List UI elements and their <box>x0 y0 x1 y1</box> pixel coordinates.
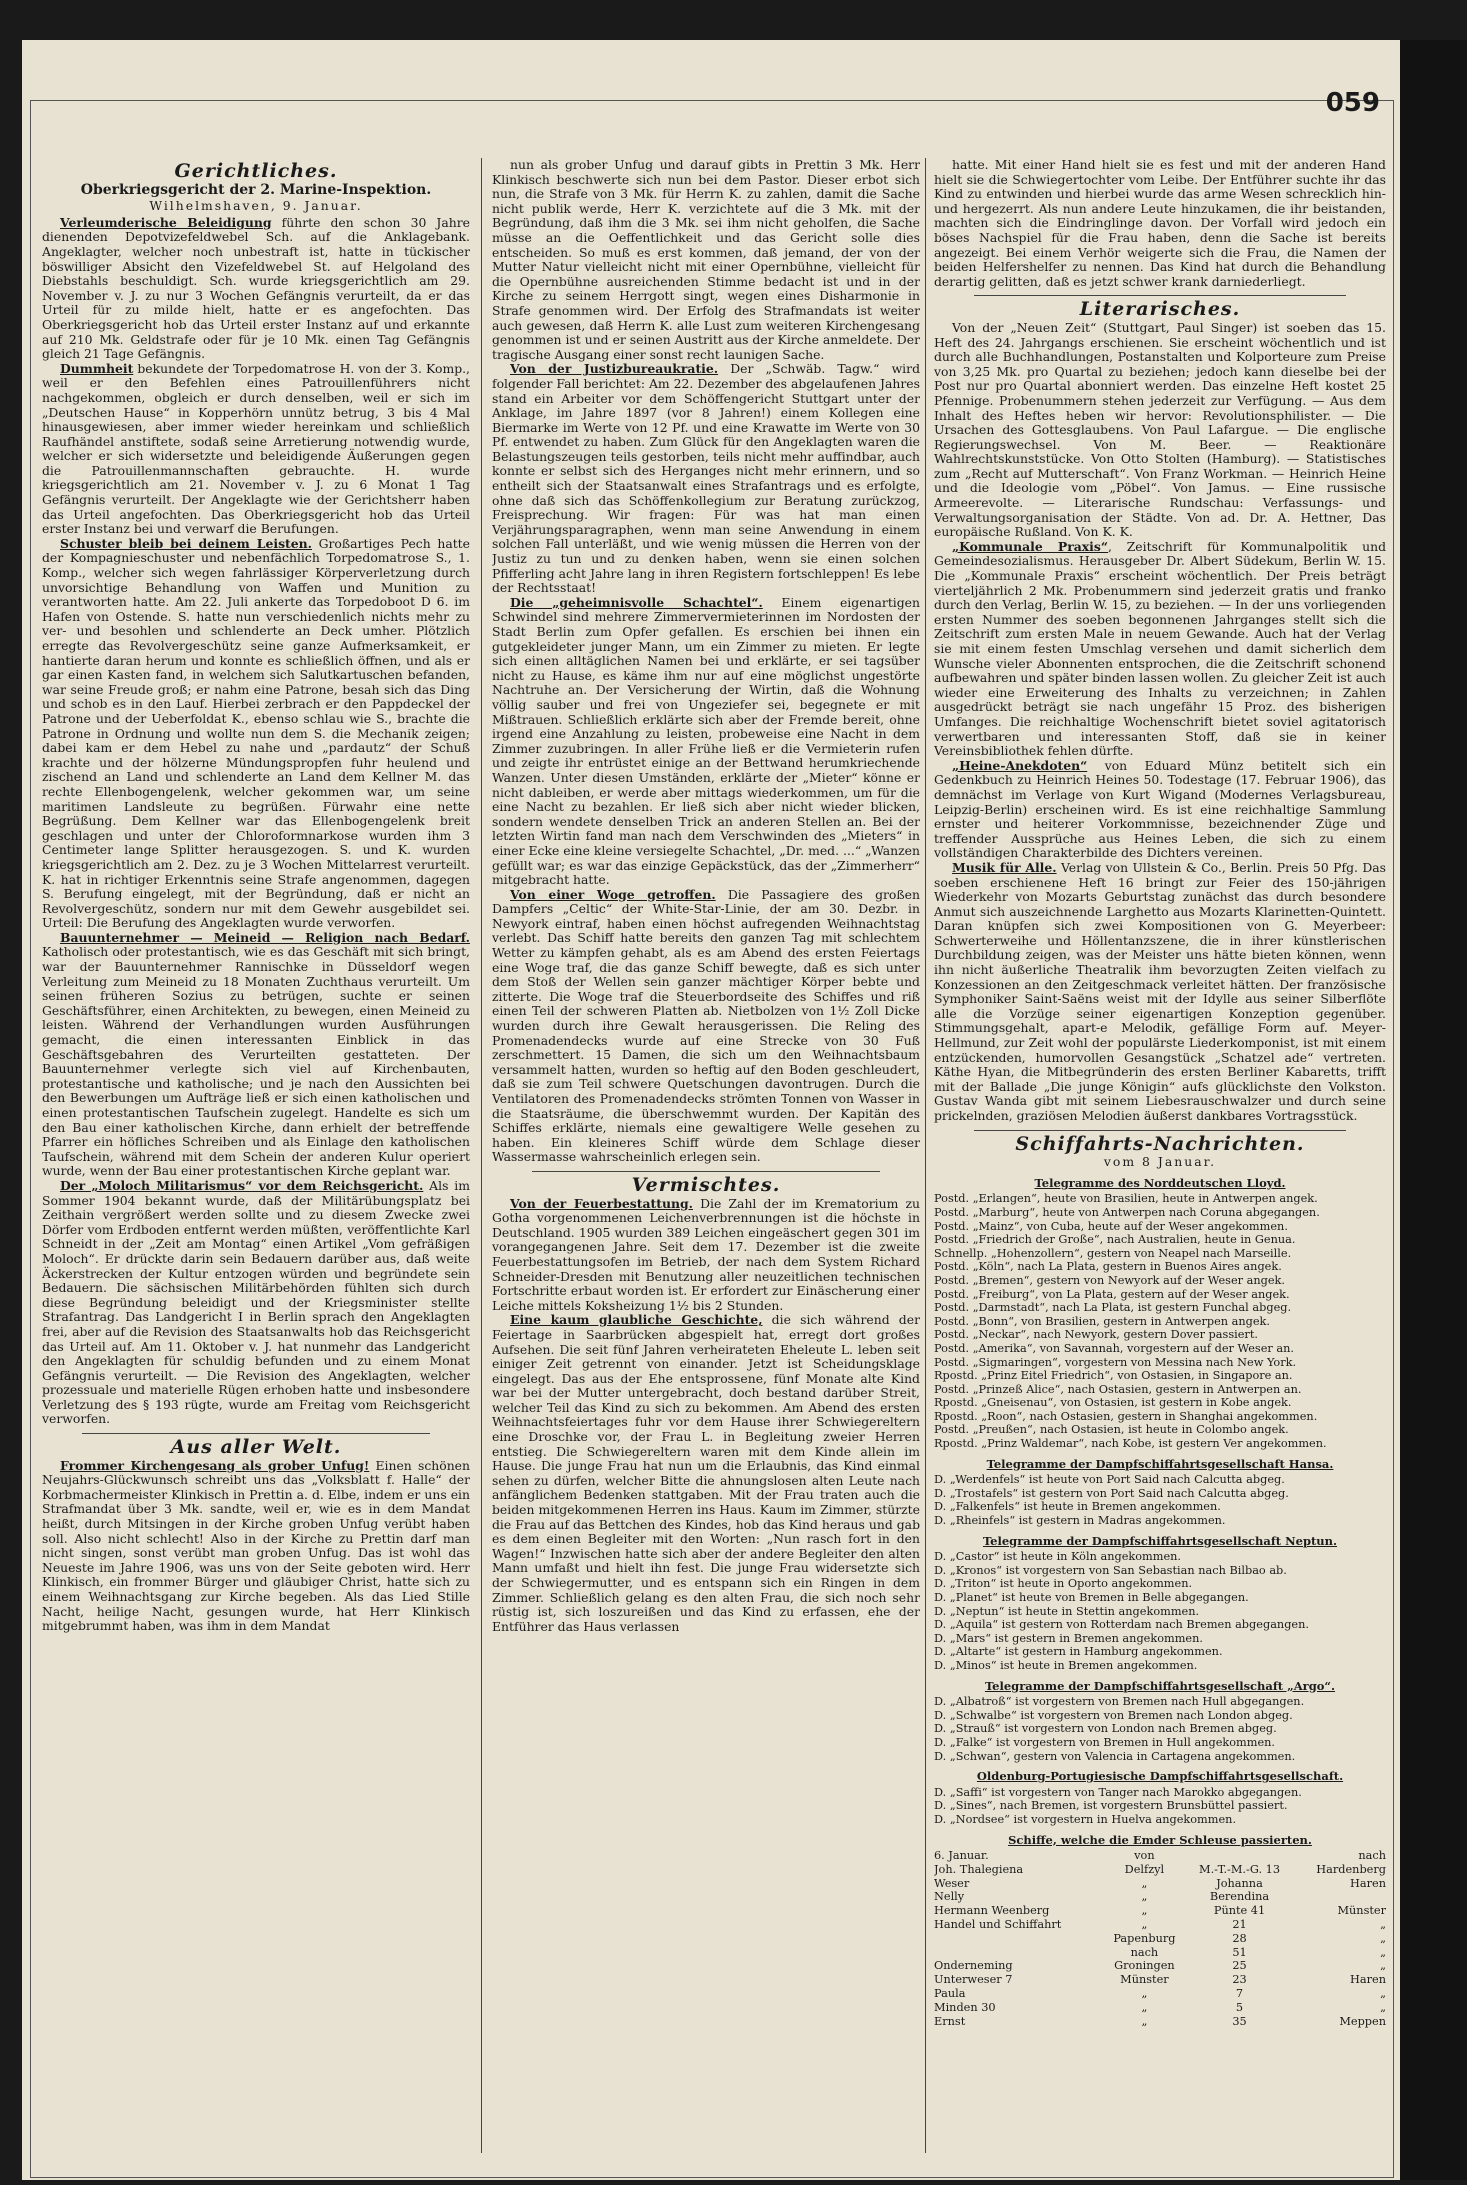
article-text: nun als grober Unfug und darauf gibts in Prettin 3 Mk. Herr Klinkisch beschwerte sich nun bei dem Pastor. Dieser erbot sich nun, die Strafe von 3 Mk. für Herrn K. zu zahlen, damit die Sache nicht publik werde, Herr K. verzichtete auf die 3 Mk. mit der Begründung, daß ihm die 3 Mk. sei ihm nicht geholfen, die Sache müsse an die Oeffentlichkeit und das Gericht solle dies entscheiden. So muß es erst kommen, daß jemand, der von der Mutter Natur vielleicht nicht mit einer Opernbühne, vielleicht für die Opernbühne ausreichenden Stimme bedacht ist und in der Kirche zu seinem Herrgott singt, wegen eines Disharmonie in Strafe genommen wird. Der Erfolg des Strafmandats ist weiter auch gewesen, daß Herrn K. alle Lust zum weiteren Kirchengesang genommen ist und er seinen Austritt aus der Kirche anmeldete. Der tragische Ausgang einer sonst recht launigen Sache. <box>492 158 920 362</box>
article-lead: Der „Moloch Militarismus“ vor dem Reichsgericht. <box>60 1177 424 1193</box>
ship-entry: D. „Mars“ ist gestern in Bremen angekommen. <box>934 1631 1203 1645</box>
ship-entry: Postd. „Erlangen“, heute von Brasilien, heute in Antwerpen angek. <box>934 1192 1318 1206</box>
ship-list <box>934 1192 1386 1450</box>
table-cell: nach <box>1130 1945 1159 1959</box>
divider <box>974 1130 1346 1131</box>
table-header-row <box>934 1849 1386 1863</box>
article-paragraph <box>934 321 1386 540</box>
article-text: hatte. Mit einer Hand hielt sie es fest und mit der anderen Hand hielt sie die Schwiegertochter vom Leibe. Der Entführer suchte ihr das Kind zu entwinden und hierbei wurde das arme Wesen schrecklich hin- und hergezerrt. Als nun andere Leute hinzukamen, die ihr beistanden, machten sich die Eindringlinge davon. Der Vorfall wird jedoch ein böses Nachspiel für die Frau haben, denn die Sache ist bereits angezeigt. Bei einem Verhör weigerte sich die Frau, die Namen der beiden Helfershelfer zu nennen. Das Kind hat durch die Behandlung derartig gelitten, daß es jetzt schwer krank darniederliegt. <box>934 158 1386 289</box>
article-lead: Dummheit <box>60 360 134 376</box>
table-cell: Onderneming <box>934 1959 1013 1973</box>
table-cell: „ <box>1141 1987 1148 2001</box>
table-cell: „ <box>1380 1931 1386 1945</box>
ship-entry: Rpostd. „Prinz Eitel Friedrich“, von Ostasien, in Singapore an. <box>934 1369 1293 1383</box>
table-row <box>934 1987 1386 2001</box>
table-header-cell: nach <box>1358 1849 1386 1863</box>
table-cell: Meppen <box>1339 2014 1386 2028</box>
ship-entry: D. „Rheinfels“ ist gestern in Madras angekommen. <box>934 1514 1226 1528</box>
ship-entry: Postd. „Marburg“, heute von Antwerpen nach Coruna abgegangen. <box>934 1205 1320 1219</box>
ship-entry: Postd. „Mainz“, von Cuba, heute auf der Weser angekommen. <box>934 1219 1288 1233</box>
table-cell <box>934 1932 1103 1946</box>
table-row <box>934 1973 1386 1987</box>
table-cell: Joh. Thalegiena <box>934 1862 1024 1876</box>
table-row <box>934 1946 1386 1960</box>
ship-entry: Postd. „Prinzeß Alice“, nach Ostasien, gestern in Antwerpen an. <box>934 1382 1302 1396</box>
ship-entry: D. „Saffi“ ist vorgestern von Tanger nach Marokko abgegangen. <box>934 1785 1302 1799</box>
article-text: Großartiges Pech hatte der Kompagnieschuster und nebenfächlich Torpedomatrose S., 1. Komp., welcher sich wegen fahrlässiger Körperverletzung durch unvorsichtige Behandlung von Waffen und Munition zu verantworten hatte. Am 22. Juli ankerte das Torpedoboot D 6. im Hafen von Ostende. S. hatte nun verschiedenlich nichts mehr zu ver- und besohlen und schlenderte an Deck umher. Plötzlich erregte das Revolvergeschütz seine ganze Aufmerksamkeit, er hantierte daran herum und konnte es schließlich öffnen, und als er gar einen Kasten fand, in welchem sich Salutkartuschen befanden, war seine Freude groß; er nahm eine Patrone, besah sich das Ding und schob es in den Lauf. Hierbei zerbrach er den Pappdeckel der Patrone und der Ueberfoldat K., ebenso schlau wie S., brachte die Patrone in Ordnung und wollte nun dem S. die Mechanik zeigen; dabei kam er dem Hebel zu nahe und „pardautz“ der Schuß krachte und der hölzerne Mündungspropfen fuhr heulend und zischend an Land und schlenderte an Land dem Kellner M. das rechte Ellenbogengelenk, welcher gekommen war, um seine maritimen Landsleute zu begrüßen. Fürwahr eine nette Begrüßung. Dem Kellner war das Ellenbogengelenk breit geschlagen und unter der Chloroformnarkose wurden ihm 3 Centimeter lange Splitter herausgezogen. S. und K. wurden kriegsgerichtlich am 2. Dez. zu je 3 Wochen Mittelarrest verurteilt. K. hat in richtiger Erkenntnis seine Strafe angenommen, dagegen S. Berufung eingelegt, mit der Begründung, daß er nicht an Revolvergeschütz, sondern nur mit dem Gewehr ausgebildet sei. Urteil: Die Berufung des Angeklagten wurde verworfen. <box>42 535 470 931</box>
table-row <box>934 1890 1386 1904</box>
section-heading-schiffahrt: Schiffahrts-Nachrichten. <box>1015 1132 1305 1155</box>
divider <box>532 1171 880 1172</box>
ship-entry: D. „Triton“ ist heute in Oporto angekommen. <box>934 1577 1193 1591</box>
article-text: Verlag von Ullstein & Co., Berlin. Preis 50 Pfg. Das soeben erschienene Heft 16 bringt zur Feier des 150-jährigen Wiederkehr von Mozarts Geburtstag zunächst das durch besondere Anmut sich auszeichnende Larghetto aus Mozarts Klarinetten-Quintett. Daran knüpfen sich zwei Kompositionen von G. Meyerbeer: Schwerterweihe und Höllentanzszene, die in ihrer künstlerischen Durchbildung zeigen, was der Meister uns hätte bieten können, wenn ihn nicht äußerliche Theatralik ihm bevorzugten Zeiten vielfach zu Konzessionen an den Zeitgeschmack verleitet hätten. Der französische Symphoniker Saint-Saëns weist mit der Idylle aus seiner Silberflöte alle die Vorzüge seiner eigenartigen Konzeption gegenüber. Stimmungsgehalt, apart-e Melodik, gefällige Form auf. Meyer-Hellmund, zur Zeit wohl der populärste Liederkomponist, ist mit einem entzückenden, humorvollen Gesangstück „Schatzel ade“ vertreten. Käthe Hyan, die Mitbegründerin des ersten Berliner Kabaretts, trifft mit der Ballade „Die junge Königin“ aufs glücklichste den Volkston. Gustav Wanda gibt mit seinem Liebesrauschwalzer und durch seine prickelnden, graziösen Melodien äußerst dankbares Vortragsstück. <box>934 859 1386 1123</box>
shipping-date: vom 8 Januar. <box>1103 1154 1217 1170</box>
table-cell: Berendina <box>1209 1890 1270 1904</box>
ship-list <box>934 1695 1386 1763</box>
ship-list <box>934 1786 1386 1827</box>
table-cell: M.-T.-M.-G. 13 <box>1199 1862 1281 1876</box>
scan-edge <box>1400 40 1467 2180</box>
article-paragraph <box>934 861 1386 1124</box>
article-text: Die Passagiere des großen Dampfers „Celtic“ der White-Star-Linie, der am 30. Dezbr. in Newyork eintraf, haben einen höchst aufregenden Weihnachtstag verlebt. Das Schiff hatte bereits den ganzen Tag mit schlechtem Wetter zu kämpfen gehabt, als es am Abend des ersten Feiertags eine Woge traf, die das ganze Schiff bewegte, daß es sich unter dem Stoß der Wellen sein ganzer mächtiger Körper bebte und zitterte. Die Woge traf die Steuerbordseite des Schiffes und riß einen Teil der schweren Platten ab. Nietbolzen von 1½ Zoll Dicke wurden durch ihre Gewalt herausgerissen. Die Reling des Promenadendecks wurde auf eine Strecke von 30 Fuß zerschmettert. 15 Damen, die sich um den Weihnachtsbaum versammelt hatten, wurden so heftig auf den Boden geschleudert, daß sie zum Teil schwere Quetschungen davontrugen. Durch die Ventilatoren des Promenadendecks strömten Tonnen von Wasser in die Staatsräume, die überschwemmt wurden. Der Kapitän des Schiffes erklärte, niemals eine gewaltigere Welle gesehen zu haben. Ein kleineres Schiff würde dem Schlage dieser Wassermasse wahrscheinlich erlegen sein. <box>492 886 920 1165</box>
ship-list <box>934 1473 1386 1527</box>
article-paragraph <box>42 537 470 931</box>
table-cell: Groningen <box>1114 1959 1175 1973</box>
table-cell: „ <box>1141 1904 1148 1918</box>
article-lead: Frommer Kirchengesang als grober Unfug! <box>60 1457 370 1473</box>
ship-entry: Schnellp. „Hohenzollern“, gestern von Neapel nach Marseille. <box>934 1246 1292 1260</box>
ship-entry: Rpostd. „Gneisenau“, von Ostasien, ist gestern in Kobe angek. <box>934 1396 1292 1410</box>
table-cell: 21 <box>1232 1918 1247 1932</box>
table-cell: Minden 30 <box>934 2000 996 2014</box>
telegram-heading: Telegramme der Dampfschiffahrtsgesellschaft Hansa. <box>986 1456 1334 1471</box>
table-cell: Hardenberg <box>1316 1862 1386 1876</box>
divider <box>82 1433 430 1434</box>
ship-entry: D. „Castor“ ist heute in Köln angekommen. <box>934 1550 1182 1564</box>
table-cell: Handel und Schiffahrt <box>934 1918 1062 1932</box>
table-cell: 51 <box>1232 1945 1247 1959</box>
section-heading-literarisches: Literarisches. <box>1079 298 1241 321</box>
section-heading-vermischtes: Vermischtes. <box>631 1173 781 1196</box>
article-lead: Schuster bleib bei deinem Leisten. <box>60 535 312 551</box>
article-paragraph <box>42 931 470 1179</box>
table-cell: „ <box>1141 1876 1148 1890</box>
article-paragraph <box>934 759 1386 861</box>
ship-entry: Postd. „Friedrich der Große“, nach Australien, heute in Genua. <box>934 1233 1296 1247</box>
article-text: führte den schon 30 Jahre dienenden Depotvizefeldwebel Sch. auf die Anklagebank. Angeklagter, welcher noch unbestraft ist, hatte in tückischer böswilliger Absicht den Vizefeldwebel St. auf Helgoland des Diebstahls beschuldigt. Sch. wurde kriegsgerichtlich am 29. November v. J. zu nur 3 Wochen Gefängnis verurteilt, da er das Urteil für zu milde hielt, hatte er es angefochten. Das Oberkriegsgericht hob das Urteil erster Instanz auf und erkannte auf 210 Mk. Geldstrafe oder für je 10 Mk. einen Tag Gefängnis gleich 21 Tage Gefängnis. <box>42 214 470 362</box>
table-header-cell: 6. Januar. <box>934 1849 989 1863</box>
subheading-oberkriegsgericht: Oberkriegsgericht der 2. Marine-Inspektion. <box>80 181 432 198</box>
ship-entry: D. „Sines“, nach Bremen, ist vorgestern Brunsbüttel passiert. <box>934 1799 1288 1813</box>
article-text: bekundete der Torpedomatrose H. von der 3. Komp., weil er den Befehlen eines Patrouillenführers nicht nachgekommen, obgleich er durch denselben, weil er sich im „Deutschen Hause“ in Kopperhörn unnütz betrug, 3 bis 4 Mal hinausgewiesen, aber immer wieder hereinkam und schließlich Raufhändel anstiftete, sodaß seine Arretierung notwendig wurde, welcher er sich widersetzte und beleidigende Äußerungen gegen die Patrouillenmannschaften gebrauchte. H. wurde kriegsgerichtlich am 21. November v. J. zu 6 Monat 1 Tag Gefängnis verurteilt. Der Angeklagte wie der Gerichtsherr haben das Urteil angefochten. Das Oberkriegsgericht hob das Urteil erster Instanz bei und verwarf die Berufungen. <box>42 360 470 537</box>
ship-entry: D. „Werdenfels“ ist heute von Port Said nach Calcutta abgeg. <box>934 1473 1285 1487</box>
ship-entry: D. „Schwalbe“ ist vorgestern von Bremen nach London abgeg. <box>934 1708 1293 1722</box>
article-paragraph <box>42 362 470 537</box>
ship-entry: Postd. „Amerika“, von Savannah, vorgestern auf der Weser an. <box>934 1341 1294 1355</box>
table-cell <box>1293 1890 1386 1904</box>
telegram-heading: Telegramme der Dampfschiffahrtsgesellschaft Neptun. <box>982 1533 1338 1548</box>
table-cell: Paula <box>934 1987 966 2001</box>
page-number: 059 <box>1325 88 1380 118</box>
article-text: die sich während der Feiertage in Saarbrücken abgespielt hat, erregt dort großes Aufsehen. Die seit fünf Jahren verheirateten Eheleute L. leben seit einiger Zeit getrennt von einander. Jetzt ist Scheidungsklage eingelegt. Das aus der Ehe entsprossene, fünf Monate alte Kind war bei der Mutter untergebracht, doch bestand darüber Streit, welcher Teil das Kind zu sich zu bekommen. Am Abend des ersten Weihnachtsfeiertages fuhr vor dem Hause ihrer Schwiegereltern eine Droschke vor, der Frau L. in Begleitung zweier Herren entstieg. Die Schwiegereltern waren mit dem Kinde allein im Hause. Die junge Frau hat nun um die Erlaubnis, das Kind einmal sehen zu dürfen, welcher Bitte die ahnungslosen alten Leute nach anfänglichem Bedenken stattgaben. Mit der Frau traten auch die beiden mitgekommenen Herren ins Haus. Kaum im Zimmer, stürzte die Frau auf das Bettchen des Kindes, hob das Kind heraus und gab es dem einen Begleiter mit den Worten: „Nun rasch fort in den Wagen!“ Inzwischen hatte sich aber der andere Begleiter den alten Mann umfaßt und hielt ihn fest. Die junge Frau widersetzte sich der Schwiegermutter, und es entspann sich ein Ringen in dem Zimmer. Schließlich gelang es den alten Frau, die sich noch sehr rüstig ist, sich loszureißen und das Kind zu erfassen, ehe der Entführer das Haus verlassen <box>492 1312 920 1634</box>
telegram-heading: Schiffe, welche die Emder Schleuse passierten. <box>1008 1832 1312 1847</box>
ship-entry: Rpostd. „Roon“, nach Ostasien, gestern in Shanghai angekommen. <box>934 1409 1318 1423</box>
article-list <box>492 158 920 1165</box>
article-text: Als im Sommer 1904 bekannt wurde, daß der Militärübungsplatz bei Zeithain vergrößert werden sollte und zu diesem Zwecke zwei Dörfer vom Erdboden entfernt werden müßten, veröffentlichte Karl Schneidt in der „Zeit am Montag“ einen Artikel „Vom gefräßigen Moloch“. Er drückte darin sein Bedauern darüber aus, daß weite Äckerstrecken der Kultur entzogen würden und begründete sein Bedauern. Die sächsischen Militärbehörden fühlten sich durch diese Begründung beleidigt und der Kriegsminister stellte Strafantrag. Das Landgericht I in Berlin sprach den Angeklagten frei, aber auf die Revision des Staatsanwalts hob das Reichsgericht das Urteil auf. Am 11. Oktober v. J. hat nunmehr das Landgericht den Angeklagten für schuldig befunden und zu einem Monat Gefängnis verurteilt. — Die Revision des Angeklagten, welcher prozessuale und materielle Rügen erhoben hatte und insbesondere Verletzung des § 193 rügte, wurde am Freitag vom Reichsgericht verworfen. <box>42 1177 470 1427</box>
article-lead: Von einer Woge getroffen. <box>510 886 716 902</box>
section-heading-aus-aller-welt: Aus aller Welt. <box>170 1436 342 1459</box>
article-list <box>934 321 1386 1124</box>
telegram-heading: Oldenburg-Portugiesische Dampfschiffahrtsgesellschaft. <box>976 1769 1344 1784</box>
table-cell: Weser <box>934 1876 970 1890</box>
table-cell: „ <box>1141 1918 1148 1932</box>
article-lead: Verleumderische Beleidigung <box>60 214 272 230</box>
telegram-heading: Telegramme der Dampfschiffahrtsgesellschaft „Argo“. <box>984 1678 1336 1693</box>
telegram-heading: Telegramme des Norddeutschen Lloyd. <box>1034 1175 1286 1190</box>
article-text: Einem eigenartigen Schwindel sind mehrere Zimmervermieterinnen im Nordosten der Stadt Berlin zum Opfer gefallen. Es erschien bei ihnen ein gutgekleideter junger Mann, um ein Zimmer zu mieten. Er legte sich einen alltäglichen Namen bei und erklärte, er sei tagsüber nicht zu Hause, es käme ihm nur auf eine möglichst ungestörte Nachtruhe an. Der Versicherung der Wirtin, daß die Wohnung völlig sauber und frei von Ungeziefer sei, begegnete er mit Mißtrauen. Schließlich erklärte sich aber der Fremde bereit, ohne irgend eine Anzahlung zu leisten, probeweise eine Nacht in dem Zimmer zuzubringen. In aller Frühe ließ er die Vermieterin rufen und zeigte ihr entrüstet einige an der Bettwand herumkriechende Wanzen. Unter diesen Umständen, erklärte der „Mieter“ könne er nicht dableiben, er werde aber mittags wiederkommen, um für die eine Nacht zu bezahlen. Er ließ sich aber nicht wieder blicken, sondern wendete denselben Trick an anderen Stellen an. Bei der letzten Wirtin fand man nach dem Verschwinden des „Mieters“ in einer Ecke eine kleine versiegelte Schachtel, „Dr. med. ...“ „Wanzen gefüllt war; es war das einzige Gepäckstück, das der „Zimmerherr“ mitgebracht hatte. <box>492 594 920 888</box>
article-lead: Bauunternehmer — Meineid — Religion nach Bedarf. <box>60 929 470 945</box>
table-cell: Delfzyl <box>1124 1862 1165 1876</box>
column-3 <box>934 158 1386 2153</box>
article-lead: Die „geheimnisvolle Schachtel“. <box>510 594 763 610</box>
article-list <box>42 1459 470 1634</box>
dateline: Wilhelmshaven, 9. Januar. <box>149 198 363 214</box>
table-cell: 7 <box>1235 1987 1244 2001</box>
ship-entry: D. „Schwan“, gestern von Valencia in Cartagena angekommen. <box>934 1749 1296 1763</box>
article-paragraph <box>934 540 1386 759</box>
table-row <box>934 1918 1386 1932</box>
article-text: von Eduard Münz betitelt sich ein Gedenkbuch zu Heinrich Heines 50. Todestage (17. Februar 1906), das demnächst im Verlage von Kurt Wigand (Modernes Verlagsbureau, Leipzig-Berlin) erscheinen wird. Es ist eine reichhaltige Sammlung ernster und heiterer Vorkommnisse, bezeichnender Züge und treffender Aussprüche aus Heines Leben, die sich zu einem vollständigen Charakterbilde des Dichters vereinen. <box>934 757 1386 861</box>
article-text: Katholisch oder protestantisch, wie es das Geschäft mit sich bringt, war der Bauunternehmer Rannischke in Düsseldorf wegen Verleitung zum Meineid zu 18 Monaten Zuchthaus verurteilt. Um seinen früheren Sozius zu betrügen, suchte er seinen Geschäftsführer, einen Architekten, zu bewegen, einen Meineid zu leisten. Während der Verhandlungen wurden Ausführungen gemacht, die einen interessanten Einblick in das Geschäftsgebahren des Verurteilten gestatteten. Der Bauunternehmer verlegte sich viel auf Kirchenbauten, protestantische und katholische; und je nach den Aussichten bei den Bewerbungen um Aufträge ließ er sich einen katholischen und einen protestantischen Taufschein zugelegt. Handelte es sich um den Bau einer katholischen Kirche, dann erhielt der betreffende Pfarrer ein höfliches Schreiben und als Einlage den katholischen Taufschein, während mit dem Schein der anderen Kulur operiert wurde, wenn der Bau einer protestantischen Kirche geplant war. <box>42 944 470 1179</box>
ship-entry: Postd. „Köln“, nach La Plata, gestern in Buenos Aires angek. <box>934 1260 1282 1274</box>
article-lead: Von der Feuerbestattung. <box>510 1195 693 1211</box>
ship-entry: D. „Falke“ ist vorgestern von Bremen in Hull angekommen. <box>934 1735 1276 1749</box>
table-cell: Papenburg <box>1113 1931 1176 1945</box>
article-text: Von der „Neuen Zeit“ (Stuttgart, Paul Singer) ist soeben das 15. Heft des 24. Jahrgangs erschienen. Sie erscheint wöchentlich und ist durch alle Buchhandlungen, Postanstalten und Kolporteure zum Preise von 3,25 Mk. pro Quartal zu beziehen; jedoch kann dieselbe bei der Post nur pro Quartal abonniert werden. Das einzelne Heft kostet 25 Pfennige. Probenummern stehen jederzeit zur Verfügung. — Aus dem Inhalt des Heftes heben wir hervor: Revolutionsphilister. — Die Ursachen des Gottesglaubens. Von Paul Lafargue. — Die englische Regierungswechsel. Von M. Beer. — Reaktionäre Wahlrechtskunststücke. Von Otto Stolten (Hamburg). — Statistisches zum „Recht auf Mutterschaft“. Von Franz Workman. — Heinrich Heine und die Ideologie vom „Pöbel“. Von Jamus. — Eine russische Armeerevolte. — Literarische Rundschau: Verfassungs- und Verwaltungsorganisation der Städte. Von ad. Dr. A. Hettner, Das europäische Rußland. Von K. K. <box>934 319 1386 540</box>
article-lead: Eine kaum glaubliche Geschichte, <box>510 1312 763 1328</box>
article-paragraph <box>42 1179 470 1427</box>
table-cell: 5 <box>1235 2000 1244 2014</box>
table-cell: Ernst <box>934 2014 966 2028</box>
table-cell: 25 <box>1232 1959 1247 1973</box>
table-cell: 35 <box>1232 2014 1247 2028</box>
table-row <box>934 1877 1386 1891</box>
ship-entry: Rpostd. „Prinz Waldemar“, nach Kobe, ist gestern Ver angekommen. <box>934 1437 1327 1451</box>
article-list <box>492 1197 920 1635</box>
article-list <box>934 158 1386 289</box>
ship-list <box>934 1550 1386 1672</box>
divider <box>974 295 1346 296</box>
table-header-cell: von <box>1134 1849 1155 1863</box>
column-1 <box>42 158 470 2153</box>
table-cell: 28 <box>1232 1931 1247 1945</box>
table-cell: Münster <box>1120 1973 1169 1987</box>
ship-entry: Postd. „Darmstadt“, nach La Plata, ist gestern Funchal abgeg. <box>934 1301 1292 1315</box>
table-cell: „ <box>1380 1945 1386 1959</box>
ship-entry: D. „Nordsee“ ist vorgestern in Huelva angekommen. <box>934 1812 1237 1826</box>
column-rule <box>481 158 482 2153</box>
article-lead: Musik für Alle. <box>952 859 1057 875</box>
article-paragraph <box>492 1197 920 1314</box>
table-cell: Nelly <box>934 1890 965 1904</box>
table-row <box>934 2015 1386 2029</box>
article-paragraph <box>934 158 1386 289</box>
ship-entry: D. „Minos“ ist heute in Bremen angekommen. <box>934 1658 1198 1672</box>
table-cell: „ <box>1380 2000 1386 2014</box>
table-cell: „ <box>1141 2014 1148 2028</box>
ship-entry: Postd. „Freiburg“, von La Plata, gestern auf der Weser angek. <box>934 1287 1290 1301</box>
table-cell: Johanna <box>1216 1876 1263 1890</box>
table-row <box>934 1863 1386 1877</box>
article-list <box>42 216 470 1427</box>
article-text: Die Zahl der im Krematorium zu Gotha vorgenommenen Leichenverbrennungen ist die höchste in Deutschland. 1905 wurden 389 Leichen eingeäschert gegen 301 im vorangegangenen Jahre. Seit dem 17. Dezember ist die zweite Feuerbestattungsofen im Betrieb, der nach dem System Richard Schneider-Dresden mit Benutzung aller neuzeitlichen technischen Fortschritte erbaut worden ist. Er erfordert zur Einäscherung einer Leiche mittels Koksheizung 1½ bis 2 Stunden. <box>492 1195 920 1313</box>
ship-entry: D. „Neptun“ ist heute in Stettin angekommen. <box>934 1604 1200 1618</box>
article-paragraph <box>42 216 470 362</box>
table-cell: Unterweser 7 <box>934 1973 1013 1987</box>
article-paragraph <box>492 596 920 888</box>
article-text: , Zeitschrift für Kommunalpolitik und Gemeindesozialismus. Herausgeber Dr. Albert Südekum, Berlin W. 15. Die „Kommunale Praxis“ erscheint wöchentlich. Der Preis beträgt vierteljährlich 2 Mk. Probenummern sind jederzeit gratis und franko durch den Verlag, Berlin W. 15, zu beziehen. — In der uns vorliegenden ersten Nummer des soeben begonnenen Jahrganges stellt sich die Zeitschrift zum ersten Male in neuem Gewande. Auch hat der Verlag sie mit einem festen Umschlag versehen und damit sicherlich dem Wunsche vieler Abonnenten entsprochen, die die Zeitschrift schonend aufbewahren und später binden lassen wollen. Zu gleicher Zeit ist auch wieder eine Erweiterung des Inhalts zu verzeichnen; in Zahlen ausgedrückt beträgt sie nach ungefähr 15 Proz. des bisherigen Umfanges. Die reichhaltige Wochenschrift bietet soviel agitatorisch verwertbaren und interessanten Stoff, daß sie in keiner Vereinsbibliothek fehlen dürfte. <box>934 538 1386 759</box>
table-cell: „ <box>1380 1918 1386 1932</box>
table-cell: „ <box>1380 1987 1386 2001</box>
table-cell: Hermann Weenberg <box>934 1904 1050 1918</box>
column-rule <box>925 158 926 2153</box>
article-lead: „Heine-Anekdoten“ <box>952 757 1088 773</box>
ship-entry: D. „Trostafels“ ist gestern von Port Said nach Calcutta abgeg. <box>934 1486 1289 1500</box>
table-cell: 23 <box>1232 1973 1247 1987</box>
ship-entry: D. „Kronos“ ist vorgestern von San Sebastian nach Bilbao ab. <box>934 1563 1287 1577</box>
section-heading-gerichtliches: Gerichtliches. <box>174 160 338 182</box>
table-cell: Haren <box>1350 1973 1386 1987</box>
table-cell: „ <box>1380 1959 1386 1973</box>
article-paragraph <box>42 1459 470 1634</box>
table-cell: „ <box>1141 1890 1148 1904</box>
column-2 <box>492 158 920 2153</box>
ship-entry: Postd. „Sigmaringen“, vorgestern von Messina nach New York. <box>934 1355 1297 1369</box>
table-row <box>934 1904 1386 1918</box>
ship-entry: D. „Planet“ ist heute von Bremen in Belle abgegangen. <box>934 1591 1249 1604</box>
article-text: Einen schönen Neujahrs-Glückwunsch schreibt uns das „Volksblatt f. Halle“ der Korbmachermeister Klinkisch in Prettin a. d. Elbe, indem er uns ein Strafmandat über 3 Mk. sandte, weil er, wie es in dem Mandat heißt, durch Mitsingen in der Kirche groben Unfug verübt haben soll. Also nicht schlecht! Also in der Kirche zu Prettin darf man nicht singen, sonst verübt man groben Unfug. Das ist wohl das Neueste im Jahre 1906, was uns von der Seite geboten wird. Herr Klinkisch, ein frommer Bürger und gläubiger Christ, hatte sich zu einem Weihnachtsgang zur Kirche begeben. Als das Lied Stille Nacht, heilige Nacht, gesungen wurde, hat Herr Klinkisch mitgebrummt haben, was ihm in dem Mandat <box>42 1457 470 1634</box>
table-cell <box>934 1946 1103 1960</box>
ship-entry: Postd. „Neckar“, nach Newyork, gestern Dover passiert. <box>934 1328 1258 1342</box>
table-cell: Münster <box>1337 1904 1386 1918</box>
table-cell: „ <box>1141 2000 1148 2014</box>
article-paragraph <box>492 158 920 362</box>
table-row <box>934 1959 1386 1973</box>
ship-entry: D. „Altarte“ ist gestern in Hamburg angekommen. <box>934 1645 1223 1659</box>
ship-entry: D. „Strauß“ ist vorgestern von London nach Bremen abgeg. <box>934 1722 1277 1736</box>
article-paragraph <box>492 888 920 1165</box>
article-paragraph <box>492 362 920 596</box>
ship-entry: D. „Falkenfels“ ist heute in Bremen angekommen. <box>934 1500 1221 1514</box>
ship-entry: Postd. „Preußen“, nach Ostasien, ist heute in Colombo angek. <box>934 1423 1289 1437</box>
ship-entry: D. „Aquila“ ist gestern von Rotterdam nach Bremen abgegangen. <box>934 1618 1309 1632</box>
article-lead: Von der Justizbureaukratie. <box>510 361 719 377</box>
table-cell: Haren <box>1350 1876 1386 1890</box>
schleuse-table <box>934 1849 1386 2028</box>
article-text: Der „Schwäb. Tagw.“ wird folgender Fall berichtet: Am 22. Dezember des abgelaufenen Jahres stand ein Arbeiter vor dem Schöffengericht Stuttgart unter der Anklage, im Jahre 1897 (vor 8 Jahren!) einem Kollegen eine Biermarke im Werte von 12 Pf. und eine Krawatte im Werte von 30 Pf. entwendet zu haben. Zum Glück für den Angeklagten waren die Belastungszeugen teils gestorben, teils nicht mehr auffindbar, auch konnte er selbst sich des Herganges nicht mehr erinnern, und so entheilt sich der Staatsanwalt eines Strafantrags und es erfolgte, ohne daß sich das Schöffenkollegium zur Beratung zurückzog, Freisprechung. Wir fragen: Für was hat man einen Verjährungsparagraphen, wenn man seine Anwendung in einem solchen Fall unterläßt, und wie wenig müssen die Herren von der Justiz zu tun und zu denken haben, wenn sie einen solchen Pfifferling acht Jahre lang in ihren Registern fortschleppen! Es lebe der Rechtsstaat! <box>492 361 920 596</box>
ship-entry: Postd. „Bonn“, von Brasilien, gestern in Antwerpen angek. <box>934 1314 1270 1328</box>
newspaper-page <box>22 40 1400 2180</box>
table-row <box>934 1932 1386 1946</box>
ship-entry: Postd. „Bremen“, gestern von Newyork auf der Weser angek. <box>934 1273 1285 1287</box>
table-row <box>934 2001 1386 2015</box>
article-paragraph <box>492 1313 920 1634</box>
article-lead: „Kommunale Praxis“ <box>952 538 1108 554</box>
ship-entry: D. „Albatroß“ ist vorgestern von Bremen nach Hull abgegangen. <box>934 1695 1305 1709</box>
table-cell: Pünte 41 <box>1213 1904 1266 1918</box>
